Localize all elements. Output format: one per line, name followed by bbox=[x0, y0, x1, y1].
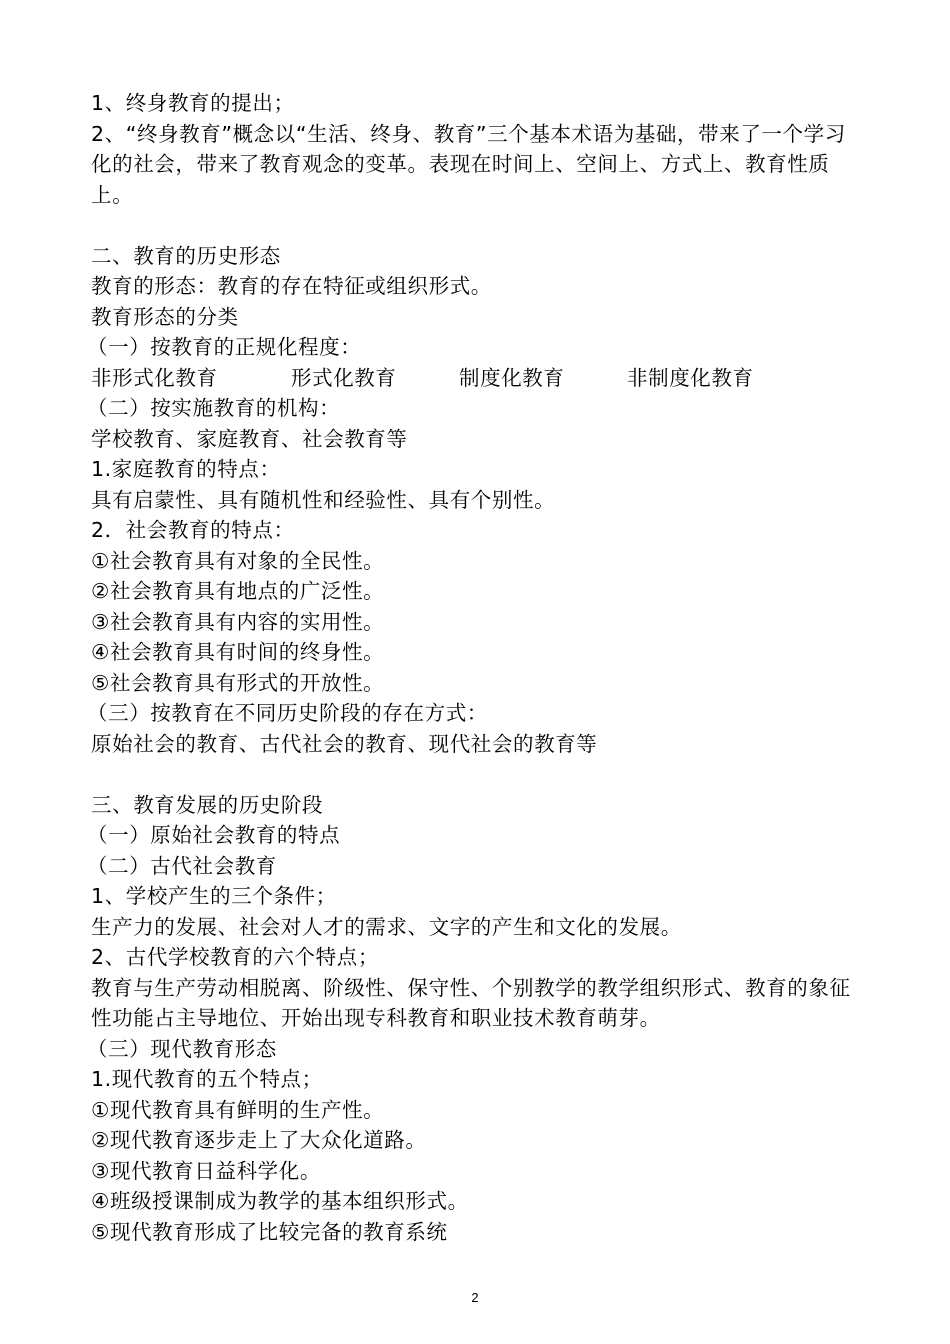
list-item: ④社会教育具有时间的终身性。 bbox=[91, 640, 385, 664]
page-number: 2 bbox=[471, 1290, 479, 1305]
text-line: 教育的形态：教育的存在特征或组织形式。 bbox=[91, 274, 492, 298]
subsection-heading: （二）按实施教育的机构： bbox=[87, 396, 341, 420]
list-item: ③现代教育日益科学化。 bbox=[91, 1158, 321, 1183]
blank-line bbox=[91, 210, 866, 241]
text-line: 原始社会的教育、古代社会的教育、现代社会的教育等 bbox=[91, 731, 598, 756]
subsection-heading: （一）原始社会教育的特点 bbox=[87, 823, 341, 847]
list-item: ①社会教育具有对象的全民性。 bbox=[91, 548, 385, 573]
text-line: 1.现代教育的五个特点； bbox=[91, 1067, 323, 1091]
text-line: 生产力的发展、社会对人才的需求、文字的产生和文化的发展。 bbox=[91, 914, 682, 939]
text-line: 具有启蒙性、具有随机性和经验性、具有个别性。 bbox=[91, 487, 556, 512]
list-item: ⑤社会教育具有形式的开放性。 bbox=[91, 670, 385, 695]
text-line: 2．社会教育的特点： bbox=[91, 518, 295, 542]
list-item: ②社会教育具有地点的广泛性。 bbox=[91, 579, 385, 603]
formalization-types-row bbox=[91, 363, 866, 394]
subsection-heading: （二）古代社会教育 bbox=[87, 853, 277, 878]
subsection-heading: （三）现代教育形态 bbox=[87, 1036, 277, 1061]
list-item: ⑤现代教育形成了比较完备的教育系统 bbox=[91, 1219, 448, 1244]
subsection-heading: （三）按教育在不同历史阶段的存在方式： bbox=[87, 701, 488, 725]
formalization-type: 非制度化教育 bbox=[627, 365, 754, 390]
text-line: 1.家庭教育的特点： bbox=[91, 457, 281, 481]
list-item: ①现代教育具有鲜明的生产性。 bbox=[91, 1097, 385, 1122]
document-body bbox=[87, 88, 866, 1247]
section-heading: 二、教育的历史形态 bbox=[91, 243, 281, 268]
blank-line bbox=[91, 759, 866, 790]
text-line: 教育形态的分类 bbox=[91, 304, 239, 329]
formalization-type: 制度化教育 bbox=[459, 365, 565, 390]
section-heading: 三、教育发展的历史阶段 bbox=[91, 792, 324, 817]
text-line: 2、古代学校教育的六个特点； bbox=[91, 945, 379, 969]
text-line: 学校教育、家庭教育、社会教育等 bbox=[91, 426, 408, 451]
subsection-heading: （一）按教育的正规化程度： bbox=[87, 335, 362, 359]
text-line: 1、终身教育的提出； bbox=[91, 91, 295, 115]
text-paragraph: 2、“终身教育”概念以“生活、终身、教育”三个基本术语为基础，带来了一个学习化的社会，带来了教育观念的变革。表现在时间上、空间上、方式上、教育性质上。 bbox=[91, 121, 846, 207]
formalization-type: 形式化教育 bbox=[291, 365, 397, 390]
list-item: ④班级授课制成为教学的基本组织形式。 bbox=[91, 1189, 469, 1213]
list-item: ②现代教育逐步走上了大众化道路。 bbox=[91, 1128, 427, 1152]
formalization-type: 非形式化教育 bbox=[91, 365, 218, 390]
text-line: 1、学校产生的三个条件； bbox=[91, 884, 337, 908]
text-paragraph: 教育与生产劳动相脱离、阶级性、保守性、个别教学的教学组织形式、教育的象征性功能占主导地位、开始出现专科教育和职业技术教育萌芽。 bbox=[91, 975, 851, 1030]
list-item: ③社会教育具有内容的实用性。 bbox=[91, 609, 385, 634]
